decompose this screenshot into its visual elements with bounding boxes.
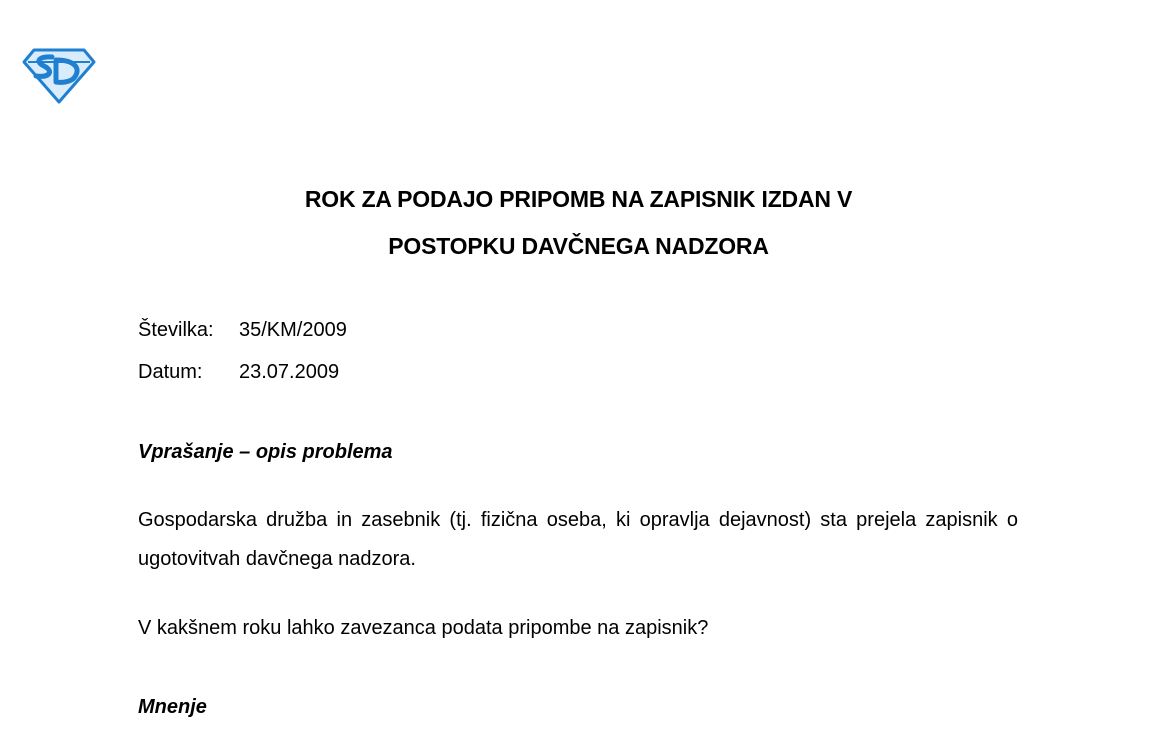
- number-value: 35/KM/2009: [239, 319, 347, 341]
- opinion-heading: Mnenje: [138, 696, 207, 718]
- company-logo: [22, 48, 96, 104]
- question-heading: Vprašanje – opis problema: [138, 441, 393, 463]
- document-title-line-1: ROK ZA PODAJO PRIPOMB NA ZAPISNIK IZDAN V: [304, 186, 853, 212]
- meta-date-row: [138, 361, 339, 384]
- meta-number-row: [138, 319, 347, 342]
- date-value: 23.07.2009: [239, 361, 340, 383]
- question-text: V kakšnem roku lahko zavezanca podata pripombe na zapisnik?: [138, 617, 709, 639]
- question-paragraph: Gospodarska družba in zasebnik (tj. fizična oseba, ki opravlja dejavnost) sta prejela zapisnik o ugotovitvah davčnega nadzora.: [138, 509, 1018, 570]
- sd-logo-icon: [22, 48, 96, 104]
- number-label: Številka:: [138, 319, 214, 341]
- document-title-line-2: POSTOPKU DAVČNEGA NADZORA: [388, 233, 769, 259]
- date-label: Datum:: [138, 361, 203, 383]
